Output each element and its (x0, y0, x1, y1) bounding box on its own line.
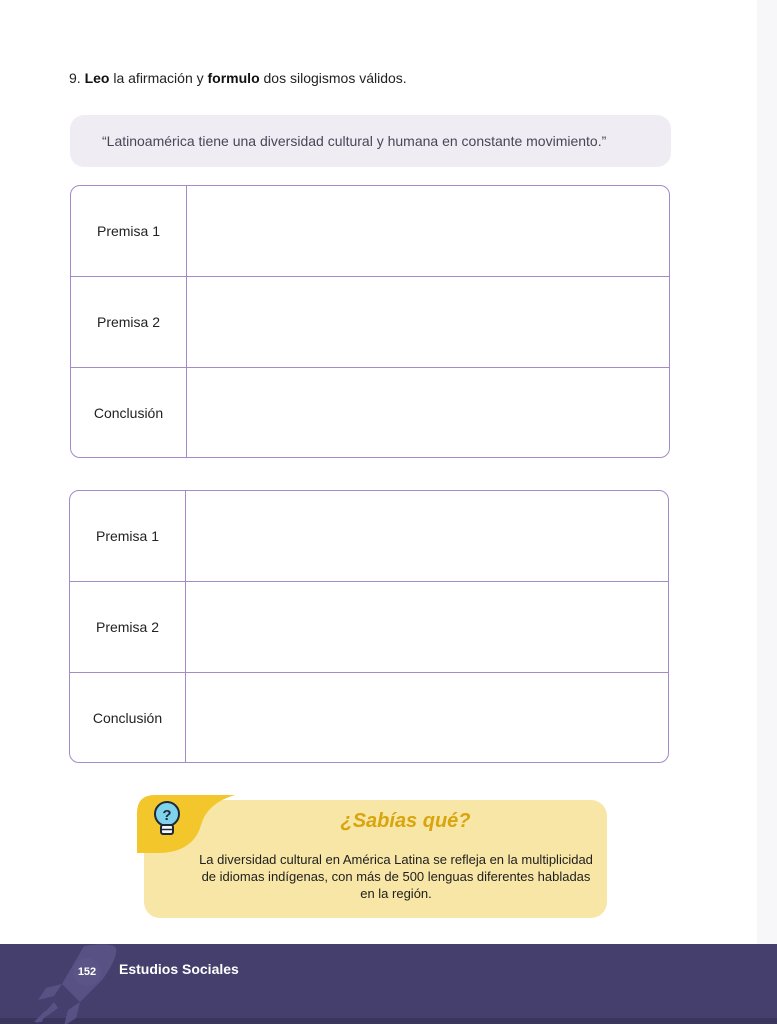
answer-cell-premise-2[interactable] (186, 582, 668, 672)
instruction-text-2: dos silogismos válidos. (263, 70, 407, 86)
subject-label: Estudios Sociales (119, 961, 239, 977)
table-row (70, 582, 668, 673)
row-label: Premisa 2 (70, 582, 186, 672)
answer-cell-premise-2[interactable] (187, 277, 669, 367)
svg-text:?: ? (162, 807, 172, 824)
syllogism-table-2 (69, 490, 669, 763)
page-edge-strip (757, 0, 777, 944)
instruction-verb-read: Leo (84, 70, 110, 86)
answer-cell-conclusion[interactable] (186, 673, 668, 763)
row-label: Conclusión (71, 368, 187, 458)
row-label: Premisa 1 (71, 186, 187, 276)
statement-box (70, 115, 671, 167)
answer-cell-premise-1[interactable] (186, 491, 668, 581)
table-row (70, 491, 668, 582)
statement-text: “Latinoamérica tiene una diversidad cultural y humana en constante movimiento.” (102, 133, 607, 149)
table-row (71, 368, 669, 458)
exercise-number: 9. (69, 70, 81, 86)
exercise-instruction (69, 70, 407, 86)
row-label: Premisa 1 (70, 491, 186, 581)
tip-body: La diversidad cultural en América Latina se refleja en la multiplicidad de idiomas indígenas, con más de 500 lenguas diferentes habladas en la región. (199, 852, 593, 901)
table-row (71, 186, 669, 277)
syllogism-table-1 (70, 185, 670, 458)
page-number: 152 (73, 958, 101, 986)
instruction-verb-formulate: formulo (207, 70, 260, 86)
rocket-icon (32, 944, 122, 1024)
row-label: Conclusión (70, 673, 186, 763)
table-row (71, 277, 669, 368)
instruction-text-1: la afirmación y (113, 70, 204, 86)
row-label: Premisa 2 (71, 277, 187, 367)
tip-title: ¿Sabías qué? (340, 810, 471, 832)
answer-cell-premise-1[interactable] (187, 186, 669, 276)
table-row (70, 673, 668, 763)
answer-cell-conclusion[interactable] (187, 368, 669, 458)
